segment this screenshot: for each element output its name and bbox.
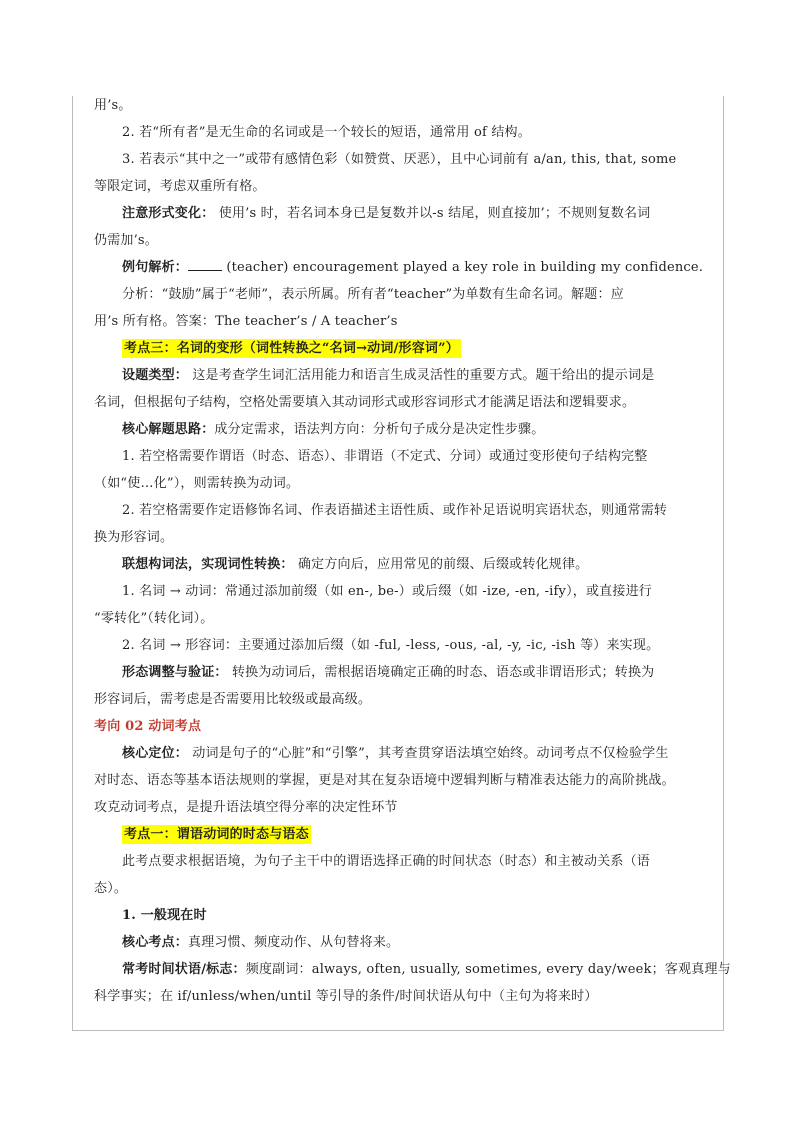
text-line: 态）。 xyxy=(94,881,128,896)
line-label: 形态调整与验证： xyxy=(122,665,228,680)
text-line: 3. 若表示“其中之一”或带有感情色彩（如赞赏、厌恶），且中心词前有 a/an, this, that, some xyxy=(122,152,677,167)
text-line: 仍需加’s。 xyxy=(94,233,159,248)
line-label: 设题类型： xyxy=(122,368,189,383)
line-body: (teacher) encouragement played a key role in building my confidence. xyxy=(226,260,704,275)
text-line: 科学事实；在 if/unless/when/until 等引导的条件/时间状语从句中（主句为将来时） xyxy=(94,989,598,1004)
text-line: 2. 若空格需要作定语修饰名词、作表语描述主语性质、或作补足语说明宾语状态，则通常需转 xyxy=(122,503,668,518)
line-body: 使用’s 时，若名词本身已是复数并以-s 结尾，则直接加’；不规则复数名词 xyxy=(218,206,651,221)
line-label: 核心定位： xyxy=(122,746,189,761)
section-heading xyxy=(94,821,698,848)
text-line: 对时态、语态等基本语法规则的掌握，更是对其在复杂语境中逻辑判断与精准表达能力的高阶挑战。 xyxy=(94,773,675,788)
text-line: 2. 若“所有者”是无生命的名词或是一个较长的短语，通常用 of 结构。 xyxy=(122,125,531,140)
text-line xyxy=(94,362,698,389)
highlighted-heading: 考点一：谓语动词的时态与语态 xyxy=(124,827,309,842)
text-line: 此考点要求根据语境，为句子主干中的谓语选择正确的时间状态（时态）和主被动关系（语 xyxy=(122,854,651,869)
text-line: 形容词后，需考虑是否需要用比较级或最高级。 xyxy=(94,692,372,707)
line-body: 确定方向后，应用常见的前缀、后缀或转化规律。 xyxy=(297,557,589,572)
line-label: 核心考点： xyxy=(122,935,189,950)
line-label: 例句解析： xyxy=(122,260,189,275)
text-line xyxy=(94,200,698,227)
text-line: 2. 名词 → 形容词：主要通过添加后缀（如 -ful, -less, -ous, -al, -y, -ic, -ish 等）来实现。 xyxy=(122,638,660,653)
text-line: 1. 若空格需要作谓语（时态、语态）、非谓语（不定式、分词）或通过变形使句子结构完整 xyxy=(122,449,648,464)
text-line xyxy=(94,659,698,686)
text-line: 用’s。 xyxy=(94,98,132,113)
line-label: 核心解题思路： xyxy=(122,422,215,437)
section-heading xyxy=(94,335,698,362)
example-line xyxy=(94,254,704,281)
text-line: 用’s 所有格。答案：The teacher’s / A teacher’s xyxy=(94,314,398,329)
line-body: 动词是句子的“心脏”和“引擎”，其考查贯穿语法填空始终。动词考点不仅检验学生 xyxy=(192,746,669,761)
text-line: 换为形容词。 xyxy=(94,530,174,545)
line-label: 常考时间状语/标志： xyxy=(122,962,246,977)
document-body xyxy=(94,92,731,1010)
text-line xyxy=(94,929,698,956)
text-line xyxy=(94,416,698,443)
highlighted-heading: 考点三：名词的变形（词性转换之“名词→动词/形容词”） xyxy=(124,341,459,356)
line-label: 联想构词法，实现词性转换： xyxy=(122,557,294,572)
text-line: 1. 名词 → 动词：常通过添加前缀（如 en-, be-）或后缀（如 -ize, -en, -ify），或直接进行 xyxy=(122,584,652,599)
fill-blank xyxy=(188,258,222,271)
line-body: 真理习惯、频度动作、从句替将来。 xyxy=(188,935,400,950)
text-line xyxy=(94,551,698,578)
text-line: “零转化”（转化词）。 xyxy=(94,611,214,626)
line-label: 注意形式变化： xyxy=(122,206,215,221)
subsection-heading: 1. 一般现在时 xyxy=(122,908,207,923)
text-line: 攻克动词考点，是提升语法填空得分率的决定性环节 xyxy=(94,800,398,815)
chapter-heading: 考向 02 动词考点 xyxy=(94,719,202,734)
text-line: 名词，但根据句子结构，空格处需要填入其动词形式或形容词形式才能满足语法和逻辑要求。 xyxy=(94,395,636,410)
text-line: （如“使…化”），则需转换为动词。 xyxy=(94,476,300,491)
text-line xyxy=(94,740,698,767)
line-body: 转换为动词后，需根据语境确定正确的时态、语态或非谓语形式；转换为 xyxy=(231,665,655,680)
text-line: 等限定词，考虑双重所有格。 xyxy=(94,179,266,194)
text-line xyxy=(94,956,731,983)
line-body: 这是考查学生词汇活用能力和语言生成灵活性的重要方式。题干给出的提示词是 xyxy=(192,368,655,383)
text-line: 分析：“鼓励”属于“老师”，表示所属。所有者“teacher”为单数有生命名词。解题：应 xyxy=(122,287,624,302)
line-body: 频度副词：always, often, usually, sometimes, every day/week；客观真理与 xyxy=(245,962,731,977)
line-body: 成分定需求，语法判方向：分析句子成分是决定性步骤。 xyxy=(214,422,545,437)
